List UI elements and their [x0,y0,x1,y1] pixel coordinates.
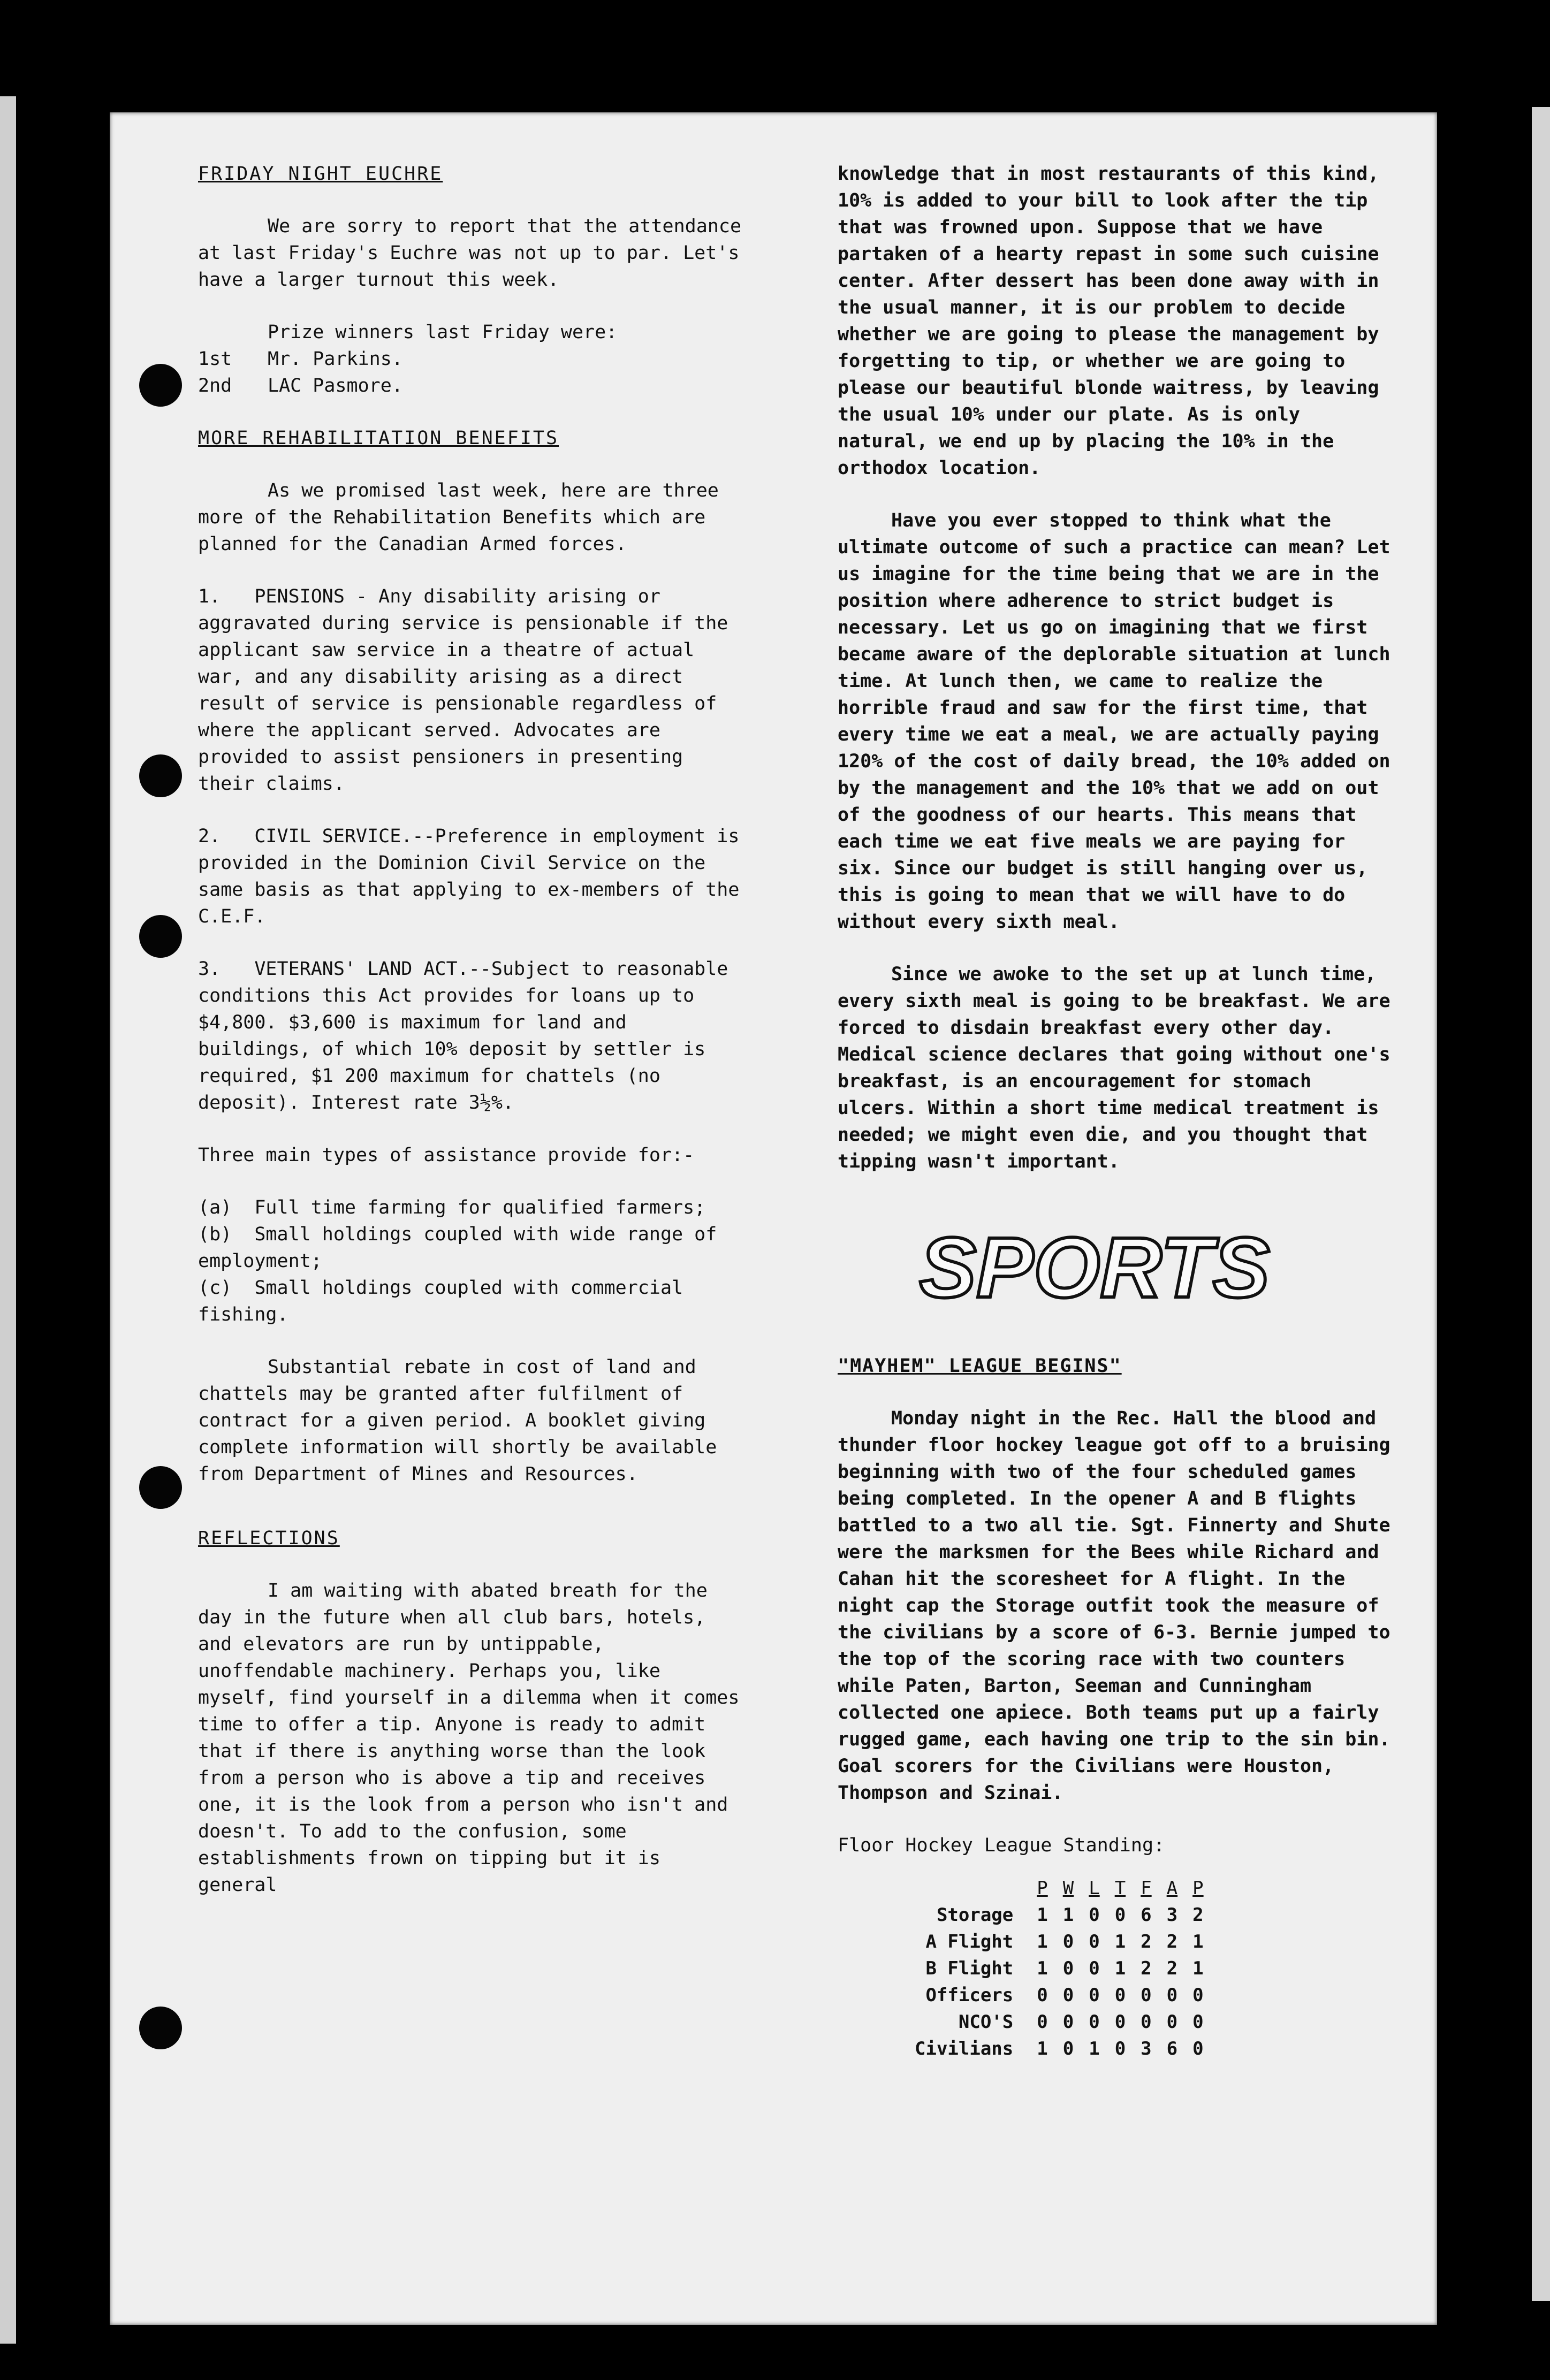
stat-cell: 1 [1192,1958,1204,1979]
punch-hole [139,2007,182,2049]
stat-cell: 1 [1037,2038,1048,2059]
stat-cell: 1 [1192,1931,1204,1952]
table-row [907,2035,1211,2062]
stat-cell: 3 [1141,2038,1152,2059]
team-name: A Flight [925,1931,1014,1952]
stat-cell: 0 [1089,2011,1100,2033]
stat-cell: 0 [1062,1985,1074,2006]
stat-cell: 0 [1192,1985,1204,2006]
prize-row: 1st Mr. Parkins. [198,348,403,370]
euchre-heading: FRIDAY NIGHT EUCHRE [198,163,443,185]
film-edge-left [0,96,16,2344]
stat-cell: 0 [1037,2011,1048,2033]
tipping-breakfast: Since we awoke to the set up at lunch time, every sixth meal is going to be breakfast. We are forced to disdain breakfast every other day. Medical science declares that going without one's breakfast, is an encouragement for stomach ulcers. Within a short time medical treatment is needed; we might even die, and you thought that tipping wasn't important. [838,964,1402,1172]
punch-hole [139,915,182,958]
sports-logo-text: SPORTS [919,1219,1270,1315]
rehab-item-pensions: 1. PENSIONS - Any disability arising or aggravated during service is pensionable if the applicant saw service in a theatre of actual war, and any disability arising as a direct result of service is pensionable regardless of where the applicant served. Advocates are provided to assist pensioners in presenting their claims. [198,586,740,795]
stat-cell: 0 [1089,1931,1100,1952]
standings-title: Floor Hockey League Standing: [838,1835,1165,1856]
stat-cell: 1 [1062,1904,1074,1926]
stat-cell: 2 [1141,1958,1152,1979]
stat-cell: 2 [1166,1931,1178,1952]
table-row [907,1982,1211,2009]
table-row [907,1955,1211,1982]
stat-cell: 0 [1089,1958,1100,1979]
table-row [907,1902,1211,1928]
col-header: F [1141,1878,1152,1899]
standings-header-row [907,1875,1211,1902]
reflections-body: I am waiting with abated breath for the day in the future when all club bars, hotels, and elevators are run by untippable, unoffendable machinery. Perhaps you, like myself, find yourself in a dilemma when it comes time to offer a tip. Anyone is ready to admit that if there is anything worse than the look from a person who is above a tip and receives one, it is the look from a person who isn't and doesn't. To add to the confusion, some establishments frown on tipping but it is general [198,1580,751,1896]
col-header: P [1192,1878,1204,1899]
team-name: B Flight [925,1958,1014,1979]
team-name: Storage [936,1904,1014,1926]
stat-cell: 0 [1192,2038,1204,2059]
stat-cell: 0 [1166,1985,1178,2006]
team-name: Civilians [915,2038,1014,2059]
stat-cell: 0 [1062,2038,1074,2059]
stat-cell: 0 [1141,2011,1152,2033]
col-header: L [1089,1878,1100,1899]
rehab-intro: As we promised last week, here are three more of the Rehabilitation Benefits which are planned for the Canadian Armed forces. [198,480,730,555]
rebate-text: Substantial rebate in cost of land and chattels may be granted after fulfilment of contract for a given period. A booklet giving complete information will shortly be available from Department of Mines and Resources. [198,1356,728,1485]
stat-cell: 1 [1114,1958,1126,1979]
stat-cell: 6 [1141,1904,1152,1926]
film-edge-right [1532,107,1550,2301]
stat-cell: 0 [1062,1931,1074,1952]
sports-logo [907,1217,1282,1324]
prize-intro: Prize winners last Friday were: [268,322,618,343]
stat-cell: 2 [1192,1904,1204,1926]
stat-cell: 0 [1114,2011,1126,2033]
assistance-types-intro: Three main types of assistance provide for:- [198,1145,695,1166]
tipping-outcome: Have you ever stopped to think what the ultimate outcome of such a practice can mean? Let us imagine for the time being that we are in the position where adherence to strict budget is necessary. Let us go on imagining that we first became aware of the deplorable situation at lunch time. At lunch then, we came to realize the horrible fraud and saw for the first time, that every time we eat a meal, we are actually paying 120% of the cost of daily bread, the 10% added on by the management and the 10% that we add on out of the goodness of our hearts. This means that each time we eat five meals we are paying for six. Since our budget is still hanging over us, this is going to mean that we will have to do without every sixth meal. [838,510,1402,933]
stat-cell: 0 [1114,2038,1126,2059]
stat-cell: 0 [1192,2011,1204,2033]
col-header: W [1062,1878,1074,1899]
stat-cell: 0 [1089,1904,1100,1926]
mayhem-body: Monday night in the Rec. Hall the blood and thunder floor hockey league got off to a bruising beginning with two of the four scheduled games being completed. In the opener A and B flights battled to a two all tie. Sgt. Finnerty and Shute were the marksmen for the Bees while Richard and Cahan hit the scoresheet for A flight. In the night cap the Storage outfit took the measure of the civilians by a score of 6-3. Bernie jumped to the top of the scoring race with two counters while Paten, Barton, Seeman and Cunningham collected one apiece. Both teams put up a fairly rugged game, each having one trip to the sin bin. Goal scorers for the Civilians were Houston, Thompson and Szinai. [838,1408,1402,1804]
stat-cell: 0 [1114,1985,1126,2006]
table-row [907,2009,1211,2035]
standings-table [907,1875,1211,2062]
stat-cell: 6 [1166,2038,1178,2059]
punch-hole [139,1466,182,1509]
euchre-body: We are sorry to report that the attendance at last Friday's Euchre was not up to par. Let's have a larger turnout this week. [198,216,753,291]
stat-cell: 0 [1166,2011,1178,2033]
prize-row: 2nd LAC Pasmore. [198,375,403,396]
left-column [198,161,753,1924]
team-name: NCO'S [958,2011,1014,2033]
stat-cell: 0 [1114,1904,1126,1926]
rehab-heading: MORE REHABILITATION BENEFITS [198,428,559,449]
assistance-type-c: (c) Small holdings coupled with commercial fishing. [198,1277,695,1325]
stat-cell: 1 [1037,1958,1048,1979]
stat-cell: 3 [1166,1904,1178,1926]
right-column [838,161,1400,2062]
assistance-type-a: (a) Full time farming for qualified farmers; [198,1197,706,1218]
stat-cell: 0 [1037,1985,1048,2006]
table-row [907,1928,1211,1955]
mayhem-heading: "MAYHEM" LEAGUE BEGINS" [838,1355,1122,1377]
stat-cell: 1 [1037,1904,1048,1926]
col-header: A [1166,1878,1178,1899]
newsletter-page [110,112,1437,2325]
stat-cell: 2 [1166,1958,1178,1979]
stat-cell: 1 [1089,2038,1100,2059]
stat-cell: 1 [1037,1931,1048,1952]
team-name: Officers [925,1985,1014,2006]
stat-cell: 0 [1089,1985,1100,2006]
col-header: T [1114,1878,1126,1899]
stat-cell: 0 [1062,1958,1074,1979]
stat-cell: 0 [1141,1985,1152,2006]
assistance-type-b: (b) Small holdings coupled with wide range of employment; [198,1224,728,1272]
stat-cell: 1 [1114,1931,1126,1952]
tipping-continued: knowledge that in most restaurants of this kind, 10% is added to your bill to look after the tip that was frowned upon. Suppose that we have partaken of a hearty repast in some such cuisine center. After dessert has been done away with in the usual manner, it is our problem to decide whether we are going to please the management by forgetting to tip, or whether we are going to please our beautiful blonde waitress, by leaving the usual 10% under our plate. As is only natural, we end up by placing the 10% in the orthodox location. [838,163,1391,479]
rehab-item-civil-service: 2. CIVIL SERVICE.--Preference in employment is provided in the Dominion Civil Service on the same basis as that applying to ex-members of the C.E.F. [198,826,751,927]
reflections-heading: REFLECTIONS [198,1528,340,1549]
rehab-item-land-act: 3. VETERANS' LAND ACT.--Subject to reasonable conditions this Act provides for loans up to $4,800. $3,600 is maximum for land and buildings, of which 10% deposit by settler is required, $1 200 maximum for chattels (no deposit). Interest rate 3½%. [198,958,740,1113]
stat-cell: 2 [1141,1931,1152,1952]
punch-hole [139,364,182,407]
col-header: P [1037,1878,1048,1899]
stat-cell: 0 [1062,2011,1074,2033]
punch-hole [139,754,182,797]
